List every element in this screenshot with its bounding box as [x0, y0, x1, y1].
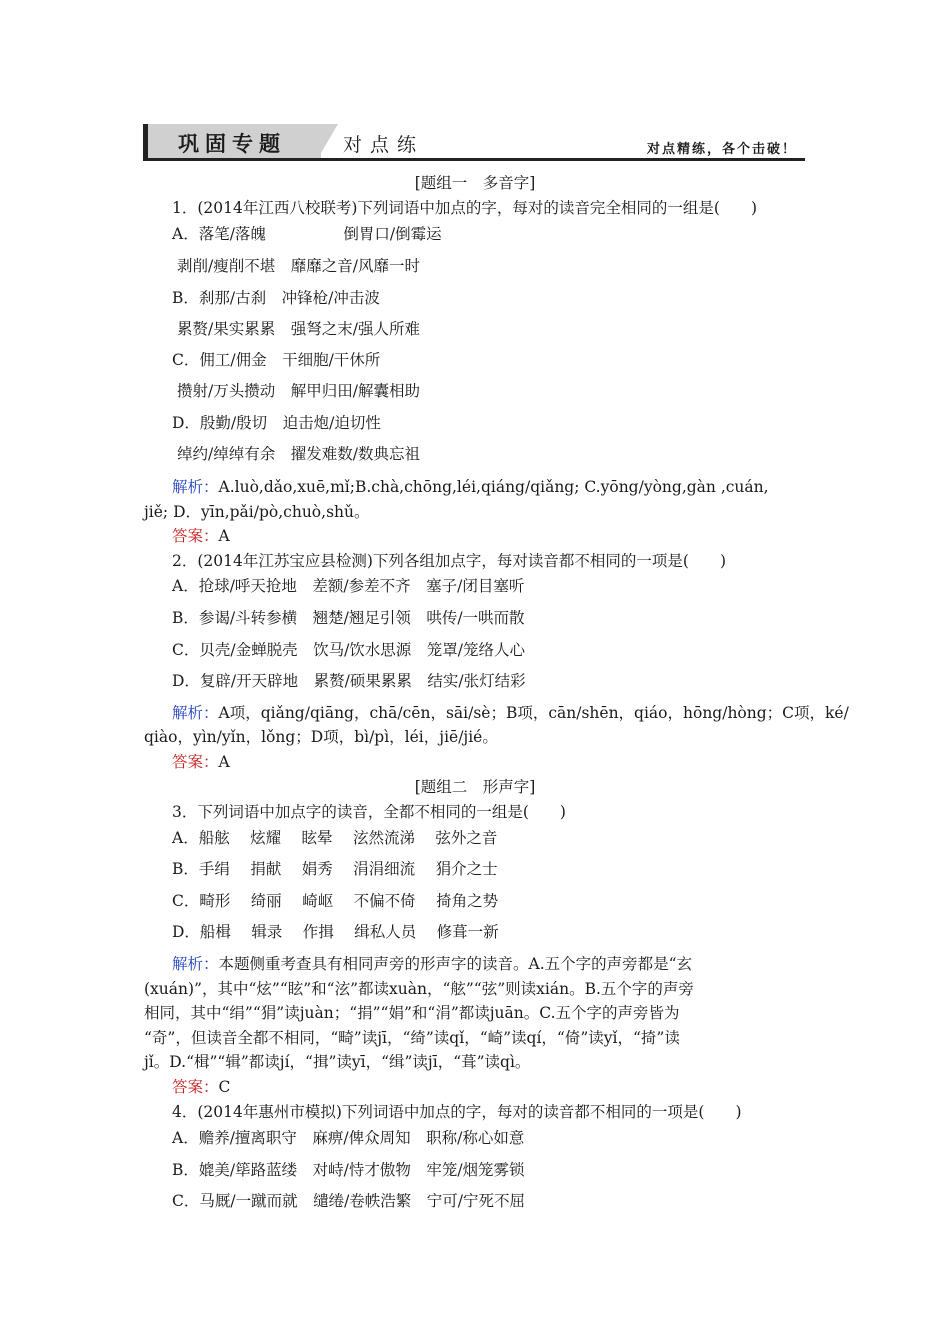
q1-option-d-line1: D．殷勤/殷切 迫击炮/迫切性	[172, 414, 381, 432]
q1-option-a-line2: 剥削/瘦削不堪 靡靡之音/风靡一时	[177, 257, 420, 275]
group2-heading: [题组二 形声字]	[414, 778, 536, 796]
section-banner	[143, 124, 805, 160]
banner-subtitle: 对点练	[343, 134, 425, 156]
q1-option-d-line2: 绰约/绰绰有余 擢发难数/数典忘祖	[177, 445, 420, 463]
q4-option-b: B．媲美/筚路蓝缕 对峙/恃才傲物 牢笼/烟笼雾锁	[172, 1161, 525, 1179]
q1-option-b-line2: 累赘/果实累累 强弩之末/强人所难	[177, 320, 420, 338]
q1-answer-value: A	[218, 527, 230, 545]
q3-answer-value: C	[218, 1078, 231, 1096]
q3-stem: 3．下列词语中加点字的读音，全都不相同的一组是( )	[172, 803, 566, 821]
banner-title: 巩固专题	[178, 132, 286, 156]
q3-option-b: B．手绢 捐献 娟秀 涓涓细流 狷介之士	[172, 860, 498, 878]
q1-analysis-line2: jiě; D．yīn,pǎi/pò,chuò,shǔ。	[144, 503, 370, 521]
q2-option-b: B．参谒/斗转参横 翘楚/翘足引领 哄传/一哄而散	[172, 609, 525, 627]
q2-answer	[172, 752, 230, 772]
q3-analysis-line5: jǐ。D.“楫”“辑”都读jí，“揖”读yī，“缉”读jī，“葺”读qì。	[144, 1053, 531, 1071]
q1-option-c-line1: C．佣工/佣金 干细胞/干休所	[172, 351, 381, 369]
q3-analysis-text1: 本题侧重考查具有相同声旁的形声字的读音。A.五个字的声旁都是“玄	[218, 955, 693, 973]
q3-answer-label: 答案：	[172, 1078, 219, 1096]
q3-option-a: A．船舷 炫耀 眩晕 泫然流涕 弦外之音	[172, 829, 498, 847]
q2-answer-label: 答案：	[172, 753, 219, 771]
q4-option-c: C．马厩/一蹴而就 缱绻/卷帙浩繁 宁可/宁死不屈	[172, 1192, 526, 1210]
q1-analysis-line1	[172, 477, 769, 497]
q3-option-c: C．畸形 绮丽 崎岖 不偏不倚 掎角之势	[172, 892, 499, 910]
q3-analysis-line3: 相同，其中“绢”“狷”读juàn；“捐”“娟”和“涓”都读juān。C.五个字的声旁皆为	[144, 1004, 680, 1022]
q1-answer	[172, 526, 230, 546]
q3-analysis-line2: (xuán)”，其中“炫”“眩”和“泫”都读xuàn，“舷”“弦”则读xián。B.五个字的声旁	[144, 980, 694, 998]
q1-option-c-line2: 攒射/万头攒动 解甲归田/解囊相助	[177, 382, 420, 400]
q4-stem: 4．(2014年惠州市模拟)下列词语中加点的字，每对的读音都不相同的一项是( )	[172, 1103, 742, 1121]
q3-analysis-line1	[172, 954, 692, 974]
q2-analysis-line1	[172, 703, 849, 723]
q2-answer-value: A	[218, 753, 230, 771]
q1-analysis-text1: A.luò,dǎo,xuē,mǐ;B.chà,chōng,léi,qiáng/qiǎng; C.yōng/yòng,gàn ,cuán,	[218, 478, 769, 496]
group1-heading: [题组一 多音字]	[414, 174, 536, 192]
q1-analysis-label: 解析：	[172, 478, 219, 496]
q3-answer	[172, 1077, 230, 1097]
q1-answer-label: 答案：	[172, 527, 219, 545]
q3-option-d: D．船楫 辑录 作揖 缉私人员 修葺一新	[172, 923, 499, 941]
q1-option-a-line1: A．落笔/落魄 倒胃口/倒霉运	[172, 225, 442, 243]
q1-option-b-line1: B．刹那/古刹 冲锋枪/冲击波	[172, 289, 380, 307]
q2-option-c: C．贝壳/金蝉脱壳 饮马/饮水思源 笼罩/笼络人心	[172, 641, 526, 659]
q3-analysis-line4: “奇”，但读音全都不相同，“畸”读jī，“绮”读qǐ，“崎”读qí，“倚”读yǐ，“掎”读	[144, 1029, 680, 1047]
q2-option-a: A．抢球/呼天抢地 差额/参差不齐 塞子/闭目塞听	[172, 577, 525, 595]
q2-analysis-text1: A项，qiǎng/qiāng，chā/cēn，sāi/sè；B项，cān/shēn，qiáo，hōng/hòng；C项，ké/	[218, 704, 849, 722]
banner-tab-shape	[318, 124, 338, 158]
q1-stem: 1．(2014年江西八校联考)下列词语中加点的字，每对的读音完全相同的一组是( )	[172, 199, 757, 217]
q2-option-d: D．复辟/开天辟地 累赘/硕果累累 结实/张灯结彩	[172, 672, 526, 690]
banner-title-box	[143, 124, 321, 158]
q2-stem: 2．(2014年江苏宝应县检测)下列各组加点字，每对读音都不相同的一项是( )	[172, 552, 726, 570]
q4-option-a: A．赡养/擅离职守 麻痹/俾众周知 职称/称心如意	[172, 1129, 525, 1147]
banner-underline	[143, 158, 805, 161]
banner-slogan: 对点精练，各个击破！	[646, 142, 797, 157]
q2-analysis-label: 解析：	[172, 704, 219, 722]
q3-analysis-label: 解析：	[172, 955, 219, 973]
q2-analysis-line2: qiào，yìn/yǐn，lǒng；D项，bì/pì，léi，jiē/jié。	[144, 728, 498, 746]
